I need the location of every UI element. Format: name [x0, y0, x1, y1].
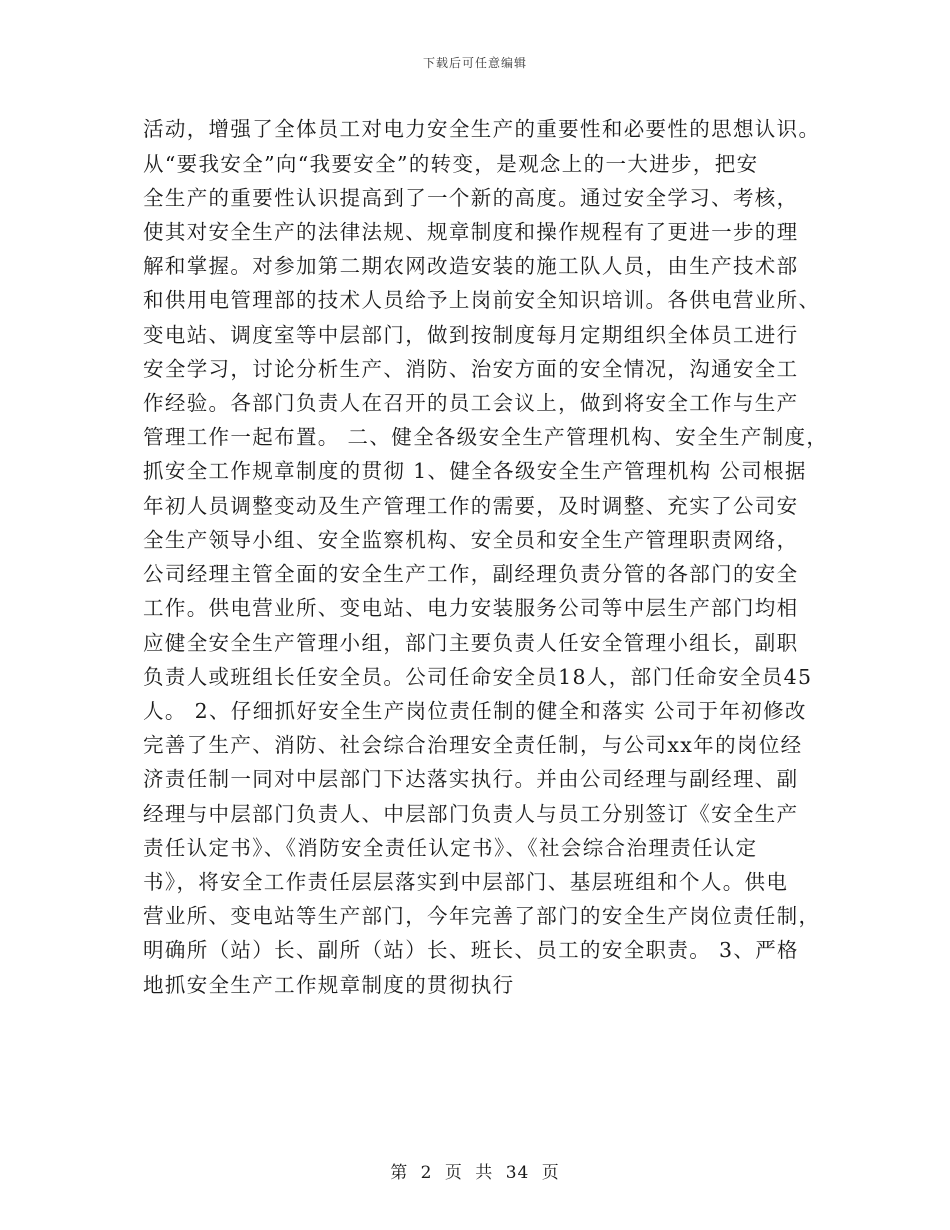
body-line: 明确所（站）长、副所（站）长、班长、员工的安全职责。 3、严格 [143, 938, 799, 962]
body-line: 工作。供电营业所、变电站、电力安装服务公司等中层生产部门均相 [143, 596, 799, 620]
body-line: 经理与中层部门负责人、中层部门负责人与员工分别签订《安全生产 [143, 802, 799, 826]
body-line: 营业所、变电站等生产部门，今年完善了部门的安全生产岗位责任制， [143, 904, 821, 928]
body-line: 使其对安全生产的法律法规、规章制度和操作规程有了更进一步的理 [143, 220, 799, 244]
page-number: 第 2 页 共 34 页 [390, 1163, 560, 1183]
body-line: 和供用电管理部的技术人员给予上岗前安全知识培训。各供电营业所、 [143, 288, 821, 312]
body-line: 全生产的重要性认识提高到了一个新的高度。通过安全学习、考核， [143, 186, 799, 210]
body-line: 从“要我安全”向“我要安全”的转变，是观念上的一大进步，把安 [143, 152, 759, 176]
body-line: 解和掌握。对参加第二期农网改造安装的施工队人员，由生产技术部 [143, 254, 799, 278]
body-line: 应健全安全生产管理小组，部门主要负责人任安全管理小组长，副职 [143, 631, 799, 655]
body-line: 抓安全工作规章制度的贯彻 1、健全各级安全生产管理机构 公司根据 [143, 459, 807, 483]
body-line: 活动，增强了全体员工对电力安全生产的重要性和必要性的思想认识。 [143, 117, 821, 141]
body-line: 完善了生产、消防、社会综合治理安全责任制，与公司xx年的岗位经 [143, 733, 803, 757]
body-line: 责任认定书》、《消防安全责任认定书》、《社会综合治理责任认定 [143, 836, 758, 860]
page-header: 下载后可任意编辑 [422, 56, 527, 70]
body-line: 济责任制一同对中层部门下达落实执行。并由公司经理与副经理、副 [143, 767, 799, 791]
body-line: 地抓安全生产工作规章制度的贯彻执行 [143, 973, 515, 997]
body-line: 负责人或班组长任安全员。公司任命安全员18人，部门任命安全员45 [143, 665, 813, 689]
body-line: 书》，将安全工作责任层层落实到中层部门、基层班组和个人。供电 [143, 870, 789, 894]
body-line: 全生产领导小组、安全监察机构、安全员和安全生产管理职责网络， [143, 528, 799, 552]
body-line: 变电站、调度室等中层部门，做到按制度每月定期组织全体员工进行 [143, 323, 799, 347]
body-line: 人。 2、仔细抓好安全生产岗位责任制的健全和落实 公司于年初修改 [143, 699, 807, 723]
body-line: 安全学习，讨论分析生产、消防、治安方面的安全情况，沟通安全工 [143, 357, 799, 381]
body-line: 年初人员调整变动及生产管理工作的需要，及时调整、充实了公司安 [143, 494, 799, 518]
body-line: 作经验。各部门负责人在召开的员工会议上，做到将安全工作与生产 [143, 391, 799, 415]
body-line: 公司经理主管全面的安全生产工作，副经理负责分管的各部门的安全 [143, 562, 799, 586]
body-line: 管理工作一起布置。 二、健全各级安全生产管理机构、安全生产制度， [143, 425, 829, 449]
